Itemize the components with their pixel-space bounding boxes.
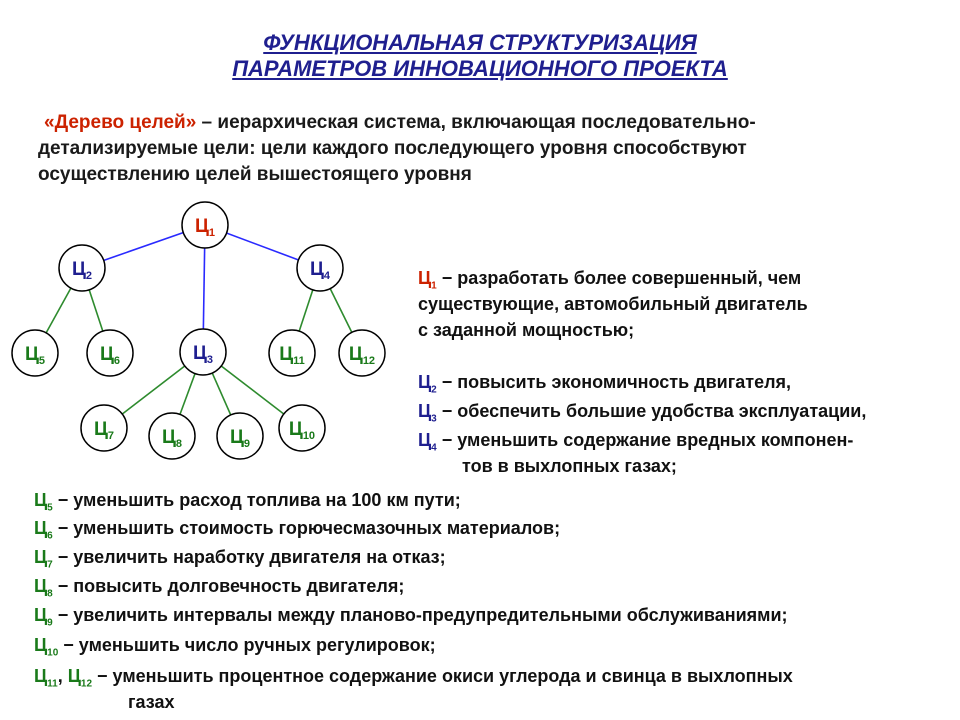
goal-11-12-line-1: $Ц_{11}$, $Ц_{12}$ − уменьшить процентное содержание окиси углерода и свинца в выхлопных xyxy=(34,666,793,690)
goal-1-line-1: $Ц_1$ − разработать более совершенный, чем xyxy=(418,268,802,292)
goal-1-line-2: существующие, автомобильный двигатель xyxy=(418,294,808,314)
goal-10: $Ц_{10}$ − уменьшить число ручных регулировок; xyxy=(34,635,436,659)
goal-2-code: $Ц_2$ xyxy=(418,372,437,396)
tree-node-label: $Ц_9$ xyxy=(229,427,251,450)
goal-3: $Ц_3$ − обеспечить большие удобства эксплуатации, xyxy=(418,401,867,425)
tree-node-label: $Ц_4$ xyxy=(309,259,331,282)
goal-4-line-2: тов в выхлопных газах; xyxy=(462,456,677,476)
tree-node-label: $Ц_2$ xyxy=(71,259,93,282)
tree-node-label: $Ц_8$ xyxy=(161,427,183,450)
goal-1-code: $Ц_1$ xyxy=(418,268,437,292)
goal-11-12-line-2: газах xyxy=(128,692,175,712)
goal-4-code: $Ц_4$ xyxy=(418,430,437,454)
goal-10-code: $Ц_{10}$ xyxy=(34,635,59,659)
tree-node-11 xyxy=(269,330,315,376)
tree-node-6 xyxy=(87,330,133,376)
tree-node-8 xyxy=(149,413,195,459)
goal-4-line-1: $Ц_4$ − уменьшить содержание вредных компонен- xyxy=(418,430,854,454)
goal-11-code: $Ц_{11}$ xyxy=(34,666,58,690)
tree-node-label: $Ц_1$ xyxy=(194,216,216,239)
definition-line-3: осуществлению целей вышестоящего уровня xyxy=(38,164,472,185)
title-line-1: ФУНКЦИОНАЛЬНАЯ СТРУКТУРИЗАЦИЯ xyxy=(263,30,697,55)
tree-node-4 xyxy=(297,245,343,291)
goal-5-code: $Ц_5$ xyxy=(34,490,53,514)
definition-line-2: детализируемые цели: цели каждого последующего уровня способствуют xyxy=(38,138,747,159)
goal-7-code: $Ц_7$ xyxy=(34,547,53,571)
tree-node-9 xyxy=(217,413,263,459)
tree-node-label: $Ц_7$ xyxy=(93,419,115,442)
goal-9-code: $Ц_9$ xyxy=(34,605,53,629)
goal-12-code: $Ц_{12}$ xyxy=(67,666,93,690)
goal-7: $Ц_7$ − увеличить наработку двигателя на отказ; xyxy=(34,547,446,571)
tree-node-10 xyxy=(279,405,325,451)
tree-node-label: $Ц_5$ xyxy=(24,344,46,367)
goal-8-code: $Ц_8$ xyxy=(34,576,53,600)
goal-3-code: $Ц_3$ xyxy=(418,401,437,425)
tree-node-label: $Ц_{11}$ xyxy=(279,344,305,367)
goal-1-line-3: с заданной мощностью; xyxy=(418,320,635,340)
tree-node-7 xyxy=(81,405,127,451)
goal-5: $Ц_5$ − уменьшить расход топлива на 100 км пути; xyxy=(34,490,461,514)
goal-8: $Ц_8$ − повысить долговечность двигателя; xyxy=(34,576,405,600)
goal-6: $Ц_6$ − уменьшить стоимость горючесмазочных материалов; xyxy=(34,518,561,542)
tree-node-12 xyxy=(339,330,385,376)
title-line-2: ПАРАМЕТРОВ ИННОВАЦИОННОГО ПРОЕКТА xyxy=(232,56,728,81)
tree-node-1 xyxy=(182,202,228,248)
definition-text-1: – иерархическая система, включающая последовательно- xyxy=(196,112,756,133)
goal-9: $Ц_9$ − увеличить интервалы между планово-предупредительными обслуживаниями; xyxy=(34,605,788,629)
tree-node-label: $Ц_6$ xyxy=(99,344,121,367)
tree-node-label: $Ц_{10}$ xyxy=(288,419,316,442)
goal-2: $Ц_2$ − повысить экономичность двигателя, xyxy=(418,372,792,396)
tree-node-label: $Ц_3$ xyxy=(192,343,214,366)
tree-node-3 xyxy=(180,329,226,375)
tree-node-label: $Ц_{12}$ xyxy=(348,344,376,367)
definition-term: «Дерево целей» xyxy=(44,112,197,133)
tree-node-5 xyxy=(12,330,58,376)
tree-nodes xyxy=(12,202,385,459)
goal-6-code: $Ц_6$ xyxy=(34,518,53,542)
tree-node-2 xyxy=(59,245,105,291)
